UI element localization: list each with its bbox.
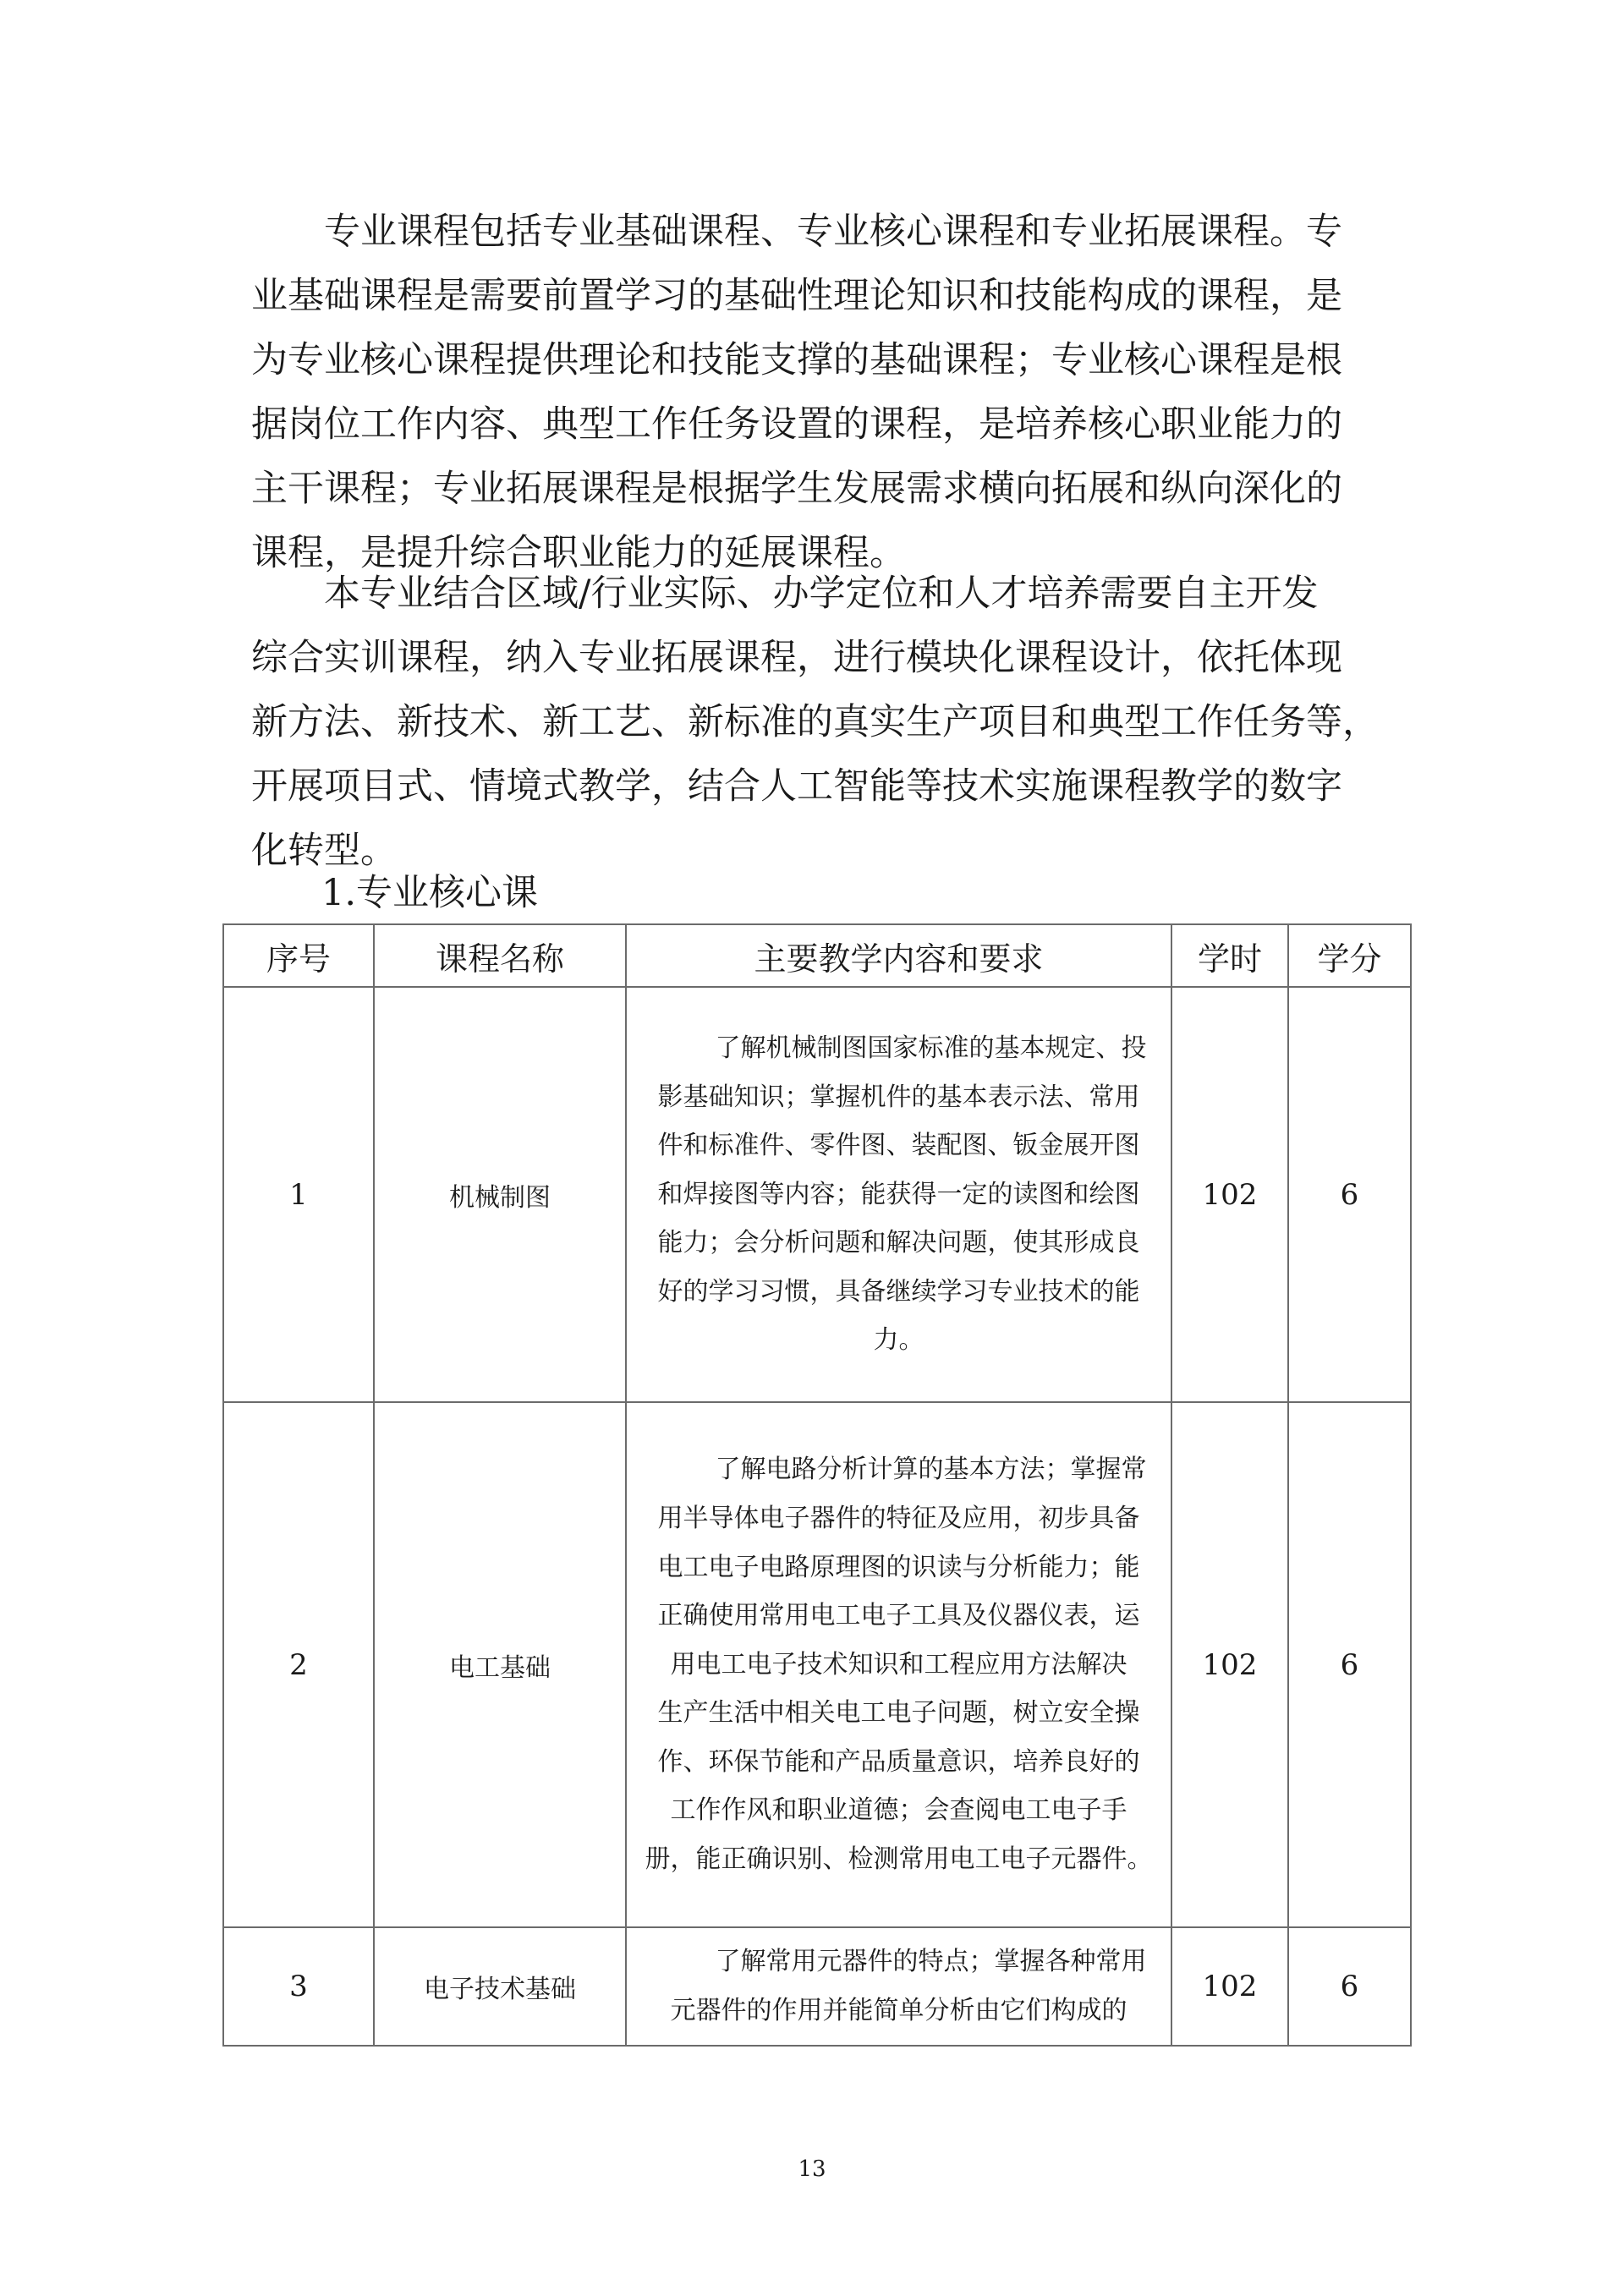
description-line: 了解机械制图国家标准的基本规定、投 bbox=[715, 1033, 1147, 1063]
course-credits: 6 bbox=[1288, 1927, 1411, 2046]
header-no: 序号 bbox=[223, 924, 374, 987]
course-description bbox=[626, 987, 1171, 1402]
course-hours: 102 bbox=[1171, 987, 1288, 1402]
training-paragraph bbox=[251, 562, 1393, 883]
paragraph-line: 业基础课程是需要前置学习的基础性理论知识和技能构成的课程，是 bbox=[251, 275, 1342, 317]
description-line: 生产生活中相关电工电子问题，树立安全操 bbox=[657, 1698, 1140, 1729]
description-line: 元器件的作用并能简单分析由它们构成的 bbox=[670, 1996, 1127, 2025]
header-content: 主要教学内容和要求 bbox=[626, 924, 1171, 987]
course-hours: 102 bbox=[1171, 1402, 1288, 1927]
paragraph-line: 新方法、新技术、新工艺、新标准的真实生产项目和典型工作任务等， bbox=[251, 701, 1379, 743]
course-credits: 6 bbox=[1288, 987, 1411, 1402]
course-name: 机械制图 bbox=[374, 987, 626, 1402]
course-hours: 102 bbox=[1171, 1927, 1288, 2046]
table-row bbox=[223, 1927, 1411, 2046]
course-name: 电工基础 bbox=[374, 1402, 626, 1927]
paragraph-line: 化转型。 bbox=[251, 830, 397, 872]
table-row bbox=[223, 987, 1411, 1402]
description-line: 作、环保节能和产品质量意识，培养良好的 bbox=[657, 1746, 1140, 1777]
paragraph-line: 本专业结合区域/行业实际、办学定位和人才培养需要自主开发 bbox=[324, 573, 1319, 615]
paragraph-line: 课程，是提升综合职业能力的延展课程。 bbox=[251, 532, 906, 574]
description-line: 了解常用元器件的特点；掌握各种常用 bbox=[715, 1947, 1147, 1977]
description-line: 用电工电子技术知识和工程应用方法解决 bbox=[670, 1649, 1127, 1680]
section-heading: 1.专业核心课 bbox=[321, 872, 539, 914]
row-no: 1 bbox=[223, 987, 374, 1402]
table-header-row bbox=[223, 924, 1411, 987]
row-no: 2 bbox=[223, 1402, 374, 1927]
description-line: 用半导体电子器件的特征及应用，初步具备 bbox=[657, 1503, 1140, 1533]
course-description bbox=[626, 1927, 1171, 2046]
description-line: 册，能正确识别、检测常用电工电子元器件。 bbox=[645, 1844, 1153, 1875]
paragraph-line: 据岗位工作内容、典型工作任务设置的课程，是培养核心职业能力的 bbox=[251, 403, 1342, 446]
description-line: 能力；会分析问题和解决问题，使其形成良 bbox=[657, 1228, 1140, 1258]
description-line: 工作作风和职业道德；会查阅电工电子手 bbox=[670, 1795, 1127, 1826]
header-course-name: 课程名称 bbox=[374, 924, 626, 987]
description-line: 件和标准件、零件图、装配图、钣金展开图 bbox=[657, 1131, 1140, 1161]
paragraph-line: 主干课程；专业拓展课程是根据学生发展需求横向拓展和纵向深化的 bbox=[251, 468, 1342, 510]
intro-paragraph bbox=[251, 200, 1393, 585]
header-hours: 学时 bbox=[1171, 924, 1288, 987]
description-line: 力。 bbox=[873, 1325, 924, 1356]
paragraph-line: 为专业核心课程提供理论和技能支撑的基础课程；专业核心课程是根 bbox=[251, 339, 1342, 381]
description-line: 好的学习习惯，具备继续学习专业技术的能 bbox=[657, 1276, 1140, 1307]
description-line: 了解电路分析计算的基本方法；掌握常 bbox=[715, 1455, 1147, 1485]
core-course-table bbox=[222, 923, 1412, 2047]
description-line: 影基础知识；掌握机件的基本表示法、常用 bbox=[657, 1082, 1140, 1112]
course-name: 电子技术基础 bbox=[374, 1927, 626, 2046]
description-line: 电工电子电路原理图的识读与分析能力；能 bbox=[657, 1552, 1140, 1582]
paragraph-line: 开展项目式、情境式教学，结合人工智能等技术实施课程教学的数字 bbox=[251, 765, 1342, 808]
course-credits: 6 bbox=[1288, 1402, 1411, 1927]
header-credits: 学分 bbox=[1288, 924, 1411, 987]
description-line: 和焊接图等内容；能获得一定的读图和绘图 bbox=[657, 1179, 1140, 1209]
paragraph-line: 专业课程包括专业基础课程、专业核心课程和专业拓展课程。专 bbox=[324, 211, 1342, 253]
page-number: 13 bbox=[798, 2156, 826, 2182]
description-line: 正确使用常用电工电子工具及仪器仪表，运 bbox=[657, 1601, 1140, 1631]
row-no: 3 bbox=[223, 1927, 374, 2046]
table-row bbox=[223, 1402, 1411, 1927]
paragraph-line: 综合实训课程，纳入专业拓展课程，进行模块化课程设计，依托体现 bbox=[251, 637, 1342, 679]
course-description bbox=[626, 1402, 1171, 1927]
